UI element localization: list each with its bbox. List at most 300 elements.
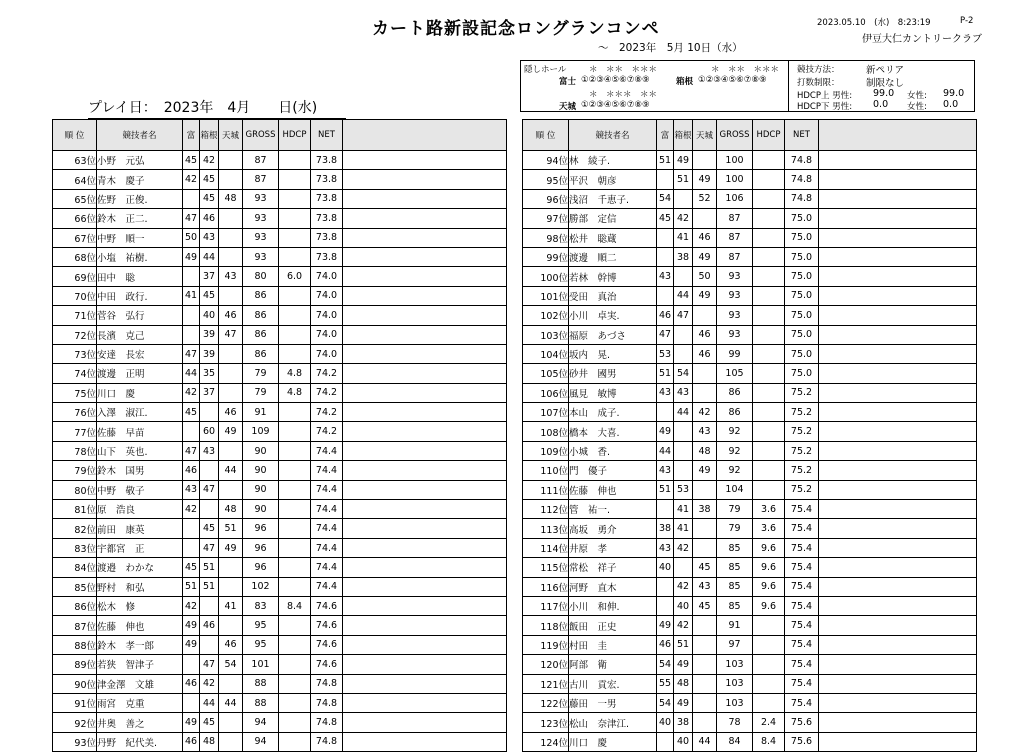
blank-cell <box>343 189 507 208</box>
player-name-cell: 松木 修 <box>97 596 183 615</box>
hakone-score-cell: 47 <box>200 655 219 674</box>
hdcp-cell: 2.4 <box>753 713 785 732</box>
amagi-score-cell: 49 <box>219 422 243 441</box>
hakone-score-cell <box>674 325 693 344</box>
blank-cell <box>819 325 977 344</box>
player-name-cell: 中田 政行. <box>97 286 183 305</box>
hdcp-cell <box>279 247 311 266</box>
net-cell: 74.8 <box>785 170 819 189</box>
player-name-cell: 門 優子 <box>569 461 657 480</box>
hdcp-cell <box>279 480 311 499</box>
fuji-label: 富士 <box>559 77 577 87</box>
amagi-score-cell: 49 <box>693 461 717 480</box>
rank-cell: 71位 <box>53 306 97 325</box>
hdcp-lower-female: 0.0 <box>943 99 959 110</box>
net-cell: 75.4 <box>785 538 819 557</box>
net-cell: 74.6 <box>311 655 343 674</box>
col-hdcp: HDCP <box>279 120 311 151</box>
hakone-score-cell <box>674 344 693 363</box>
gross-cell: 92 <box>717 441 753 460</box>
gross-cell: 90 <box>243 461 279 480</box>
amagi-score-cell: 43 <box>693 577 717 596</box>
gross-cell: 90 <box>243 480 279 499</box>
blank-cell <box>343 228 507 247</box>
player-name-cell: 佐藤 早苗 <box>97 422 183 441</box>
blank-cell <box>343 616 507 635</box>
table-row <box>53 732 507 751</box>
fuji-score-cell: 53 <box>657 344 674 363</box>
amagi-score-cell: 38 <box>693 500 717 519</box>
table-row <box>523 364 977 383</box>
col-net: NET <box>785 120 819 151</box>
rank-cell: 109位 <box>523 441 569 460</box>
table-row <box>523 538 977 557</box>
col-rank: 順 位 <box>53 120 97 151</box>
amagi-score-cell <box>219 383 243 402</box>
player-name-cell: 雨宮 克重 <box>97 693 183 712</box>
player-name-cell: 坂内 晃. <box>569 344 657 363</box>
player-name-cell: 河野 直木 <box>569 577 657 596</box>
fuji-score-cell: 46 <box>183 674 200 693</box>
fuji-score-cell <box>657 247 674 266</box>
net-cell: 75.2 <box>785 383 819 402</box>
fuji-score-cell: 54 <box>657 655 674 674</box>
blank-cell <box>819 228 977 247</box>
amagi-score-cell <box>219 441 243 460</box>
table-row <box>523 151 977 170</box>
net-cell: 74.0 <box>311 325 343 344</box>
net-cell: 73.8 <box>311 247 343 266</box>
player-name-cell: 林 綾子. <box>569 151 657 170</box>
rank-cell: 77位 <box>53 422 97 441</box>
rank-cell: 66位 <box>53 209 97 228</box>
col-hdcp: HDCP <box>753 120 785 151</box>
gross-cell: 86 <box>243 306 279 325</box>
player-name-cell: 青木 慶子 <box>97 170 183 189</box>
player-name-cell: 福原 あづさ <box>569 325 657 344</box>
net-cell: 74.8 <box>785 151 819 170</box>
hakone-score-cell: 51 <box>200 577 219 596</box>
gross-cell: 103 <box>717 693 753 712</box>
hakone-score-cell: 48 <box>674 674 693 693</box>
table-row <box>523 422 977 441</box>
hdcp-cell <box>279 325 311 344</box>
hdcp-cell <box>279 228 311 247</box>
amagi-score-cell <box>219 247 243 266</box>
fuji-score-cell <box>657 228 674 247</box>
net-cell: 74.0 <box>311 306 343 325</box>
amagi-score-cell: 52 <box>693 189 717 208</box>
table-row <box>523 344 977 363</box>
amagi-score-cell: 43 <box>693 422 717 441</box>
blank-cell <box>343 209 507 228</box>
rank-cell: 113位 <box>523 519 569 538</box>
table-row <box>523 383 977 402</box>
net-cell: 74.2 <box>311 403 343 422</box>
gross-cell: 93 <box>717 306 753 325</box>
rank-cell: 96位 <box>523 189 569 208</box>
net-cell: 74.8 <box>311 713 343 732</box>
table-row <box>53 577 507 596</box>
player-name-cell: 山下 英也. <box>97 441 183 460</box>
col-fuji: 富 <box>657 120 674 151</box>
amagi-score-cell: 49 <box>693 170 717 189</box>
net-cell: 73.8 <box>311 170 343 189</box>
table-row <box>53 422 507 441</box>
blank-cell <box>343 732 507 751</box>
player-name-cell: 古川 貢宏. <box>569 674 657 693</box>
fuji-score-cell: 49 <box>657 616 674 635</box>
rank-cell: 72位 <box>53 325 97 344</box>
net-cell: 74.0 <box>311 286 343 305</box>
amagi-score-cell: 48 <box>219 500 243 519</box>
table-row <box>53 461 507 480</box>
amagi-score-cell: 47 <box>219 325 243 344</box>
net-cell: 75.2 <box>785 461 819 480</box>
rank-cell: 103位 <box>523 325 569 344</box>
hakone-score-cell <box>200 500 219 519</box>
rank-cell: 67位 <box>53 228 97 247</box>
rank-cell: 85位 <box>53 577 97 596</box>
fuji-stars: ＊ ＊＊ ＊＊＊ <box>589 65 658 75</box>
fuji-score-cell <box>657 500 674 519</box>
hakone-score-cell: 46 <box>200 616 219 635</box>
table-row <box>523 286 977 305</box>
hdcp-cell <box>753 480 785 499</box>
hdcp-cell <box>753 674 785 693</box>
blank-cell <box>819 480 977 499</box>
hdcp-cell <box>279 461 311 480</box>
fuji-score-cell: 49 <box>183 616 200 635</box>
net-cell: 75.0 <box>785 247 819 266</box>
amagi-score-cell: 43 <box>219 267 243 286</box>
col-net: NET <box>311 120 343 151</box>
amagi-score-cell <box>219 674 243 693</box>
player-name-cell: 川口 慶 <box>569 732 657 751</box>
hakone-score-cell: 42 <box>200 674 219 693</box>
net-cell: 74.6 <box>311 596 343 615</box>
gross-cell: 100 <box>717 151 753 170</box>
hdcp-cell <box>279 286 311 305</box>
hakone-score-cell: 49 <box>674 151 693 170</box>
col-amagi: 天城 <box>693 120 717 151</box>
amagi-score-cell: 46 <box>219 306 243 325</box>
blank-cell <box>819 306 977 325</box>
player-name-cell: 原 浩良 <box>97 500 183 519</box>
col-blank <box>819 120 977 151</box>
gross-cell: 79 <box>717 500 753 519</box>
fuji-score-cell <box>183 189 200 208</box>
hdcp-cell: 8.4 <box>279 596 311 615</box>
table-row <box>523 228 977 247</box>
blank-cell <box>819 461 977 480</box>
hakone-score-cell <box>200 635 219 654</box>
hakone-score-cell: 48 <box>200 732 219 751</box>
fuji-score-cell <box>183 306 200 325</box>
hakone-score-cell: 42 <box>674 209 693 228</box>
player-name-cell: 阿部 衛 <box>569 655 657 674</box>
table-row <box>523 519 977 538</box>
hakone-score-cell <box>674 441 693 460</box>
rank-cell: 107位 <box>523 403 569 422</box>
fuji-score-cell <box>183 538 200 557</box>
rank-cell: 91位 <box>53 693 97 712</box>
blank-cell <box>343 538 507 557</box>
player-name-cell: 佐野 正俊. <box>97 189 183 208</box>
table-row <box>53 209 507 228</box>
rank-cell: 82位 <box>53 519 97 538</box>
net-cell: 73.8 <box>311 151 343 170</box>
player-name-cell: 中野 順一 <box>97 228 183 247</box>
rank-cell: 115位 <box>523 558 569 577</box>
net-cell: 75.0 <box>785 364 819 383</box>
blank-cell <box>819 267 977 286</box>
blank-cell <box>819 635 977 654</box>
blank-cell <box>343 286 507 305</box>
net-cell: 74.4 <box>311 577 343 596</box>
fuji-score-cell: 42 <box>183 383 200 402</box>
net-cell: 74.8 <box>785 189 819 208</box>
hakone-score-cell <box>674 422 693 441</box>
net-cell: 75.0 <box>785 209 819 228</box>
gross-cell: 93 <box>243 189 279 208</box>
blank-cell <box>819 364 977 383</box>
hakone-score-cell: 42 <box>200 151 219 170</box>
blank-cell <box>819 209 977 228</box>
rank-cell: 110位 <box>523 461 569 480</box>
hakone-score-cell: 37 <box>200 267 219 286</box>
fuji-score-cell: 50 <box>183 228 200 247</box>
gross-cell: 93 <box>717 267 753 286</box>
hdcp-cell: 8.4 <box>753 732 785 751</box>
amagi-score-cell <box>219 151 243 170</box>
net-cell: 75.4 <box>785 596 819 615</box>
gross-cell: 87 <box>243 151 279 170</box>
blank-cell <box>343 422 507 441</box>
net-cell: 74.4 <box>311 500 343 519</box>
blank-cell <box>819 732 977 751</box>
player-name-cell: 鈴木 国男 <box>97 461 183 480</box>
fuji-score-cell: 47 <box>183 441 200 460</box>
hdcp-cell: 3.6 <box>753 500 785 519</box>
table-row <box>53 151 507 170</box>
net-cell: 74.2 <box>311 422 343 441</box>
hdcp-cell <box>279 306 311 325</box>
blank-cell <box>343 364 507 383</box>
net-cell: 75.4 <box>785 577 819 596</box>
rank-cell: 92位 <box>53 713 97 732</box>
hakone-label: 箱根 <box>676 77 694 87</box>
gross-cell: 104 <box>717 480 753 499</box>
gross-cell: 93 <box>243 247 279 266</box>
fuji-score-cell: 41 <box>183 286 200 305</box>
hakone-score-cell: 43 <box>200 441 219 460</box>
hdcp-cell <box>753 189 785 208</box>
table-row <box>53 267 507 286</box>
gross-cell: 99 <box>717 344 753 363</box>
fuji-score-cell: 44 <box>183 364 200 383</box>
amagi-score-cell: 41 <box>219 596 243 615</box>
net-cell: 74.4 <box>311 461 343 480</box>
gross-cell: 96 <box>243 538 279 557</box>
gross-cell: 93 <box>717 325 753 344</box>
hdcp-cell <box>753 247 785 266</box>
net-cell: 74.4 <box>311 558 343 577</box>
hakone-score-cell: 42 <box>674 577 693 596</box>
hakone-score-cell: 51 <box>674 170 693 189</box>
hakone-score-cell: 40 <box>674 596 693 615</box>
hakone-score-cell: 49 <box>674 693 693 712</box>
rank-cell: 79位 <box>53 461 97 480</box>
fuji-score-cell: 46 <box>657 635 674 654</box>
blank-cell <box>819 189 977 208</box>
rank-cell: 99位 <box>523 247 569 266</box>
gross-cell: 87 <box>243 170 279 189</box>
hakone-score-cell: 38 <box>674 247 693 266</box>
hdcp-cell <box>279 519 311 538</box>
net-cell: 75.4 <box>785 616 819 635</box>
blank-cell <box>343 403 507 422</box>
hdcp-cell <box>279 441 311 460</box>
fuji-score-cell: 49 <box>183 635 200 654</box>
hdcp-cell: 9.6 <box>753 577 785 596</box>
amagi-score-cell <box>693 674 717 693</box>
fuji-score-cell: 49 <box>657 422 674 441</box>
blank-cell <box>819 674 977 693</box>
fuji-score-cell: 43 <box>657 267 674 286</box>
gross-cell: 100 <box>717 170 753 189</box>
player-name-cell: 宇都宮 正 <box>97 538 183 557</box>
rank-cell: 69位 <box>53 267 97 286</box>
gross-cell: 90 <box>243 500 279 519</box>
blank-cell <box>343 558 507 577</box>
net-cell: 75.2 <box>785 480 819 499</box>
fuji-holes: ①②③④⑤⑥⑦⑧⑨ <box>581 75 650 85</box>
rank-cell: 81位 <box>53 500 97 519</box>
rank-cell: 118位 <box>523 616 569 635</box>
player-name-cell: 松山 奈津江. <box>569 713 657 732</box>
table-row <box>523 267 977 286</box>
net-cell: 75.0 <box>785 267 819 286</box>
table-row <box>53 403 507 422</box>
table-row <box>523 209 977 228</box>
player-name-cell: 松井 聡蔵 <box>569 228 657 247</box>
table-row <box>523 558 977 577</box>
hdcp-cell <box>753 616 785 635</box>
fuji-score-cell: 46 <box>183 732 200 751</box>
player-name-cell: 小城 香. <box>569 441 657 460</box>
net-cell: 74.4 <box>311 538 343 557</box>
gross-cell: 86 <box>243 286 279 305</box>
gross-cell: 105 <box>717 364 753 383</box>
blank-cell <box>819 596 977 615</box>
amagi-score-cell <box>219 480 243 499</box>
amagi-score-cell <box>219 344 243 363</box>
amagi-score-cell: 45 <box>693 558 717 577</box>
net-cell: 74.4 <box>311 480 343 499</box>
hakone-score-cell: 49 <box>674 655 693 674</box>
hdcp-cell <box>753 461 785 480</box>
club-name: 伊豆大仁カントリークラブ <box>862 34 982 45</box>
net-cell: 73.8 <box>311 189 343 208</box>
amagi-score-cell <box>693 306 717 325</box>
hdcp-cell <box>753 635 785 654</box>
table-row <box>523 189 977 208</box>
hakone-score-cell: 44 <box>674 403 693 422</box>
hakone-score-cell: 44 <box>200 693 219 712</box>
player-name-cell: 受田 真治 <box>569 286 657 305</box>
fuji-score-cell <box>183 693 200 712</box>
rank-cell: 64位 <box>53 170 97 189</box>
rank-cell: 68位 <box>53 247 97 266</box>
table-row <box>53 674 507 693</box>
table-row <box>523 170 977 189</box>
hakone-score-cell: 40 <box>674 732 693 751</box>
hdcp-cell <box>753 306 785 325</box>
rank-cell: 70位 <box>53 286 97 305</box>
rank-cell: 106位 <box>523 383 569 402</box>
hdcp-cell <box>279 422 311 441</box>
hdcp-cell <box>279 616 311 635</box>
blank-cell <box>343 577 507 596</box>
rank-cell: 65位 <box>53 189 97 208</box>
gross-cell: 93 <box>717 286 753 305</box>
gross-cell: 86 <box>717 383 753 402</box>
hakone-score-cell: 37 <box>200 383 219 402</box>
player-name-cell: 村田 圭 <box>569 635 657 654</box>
hdcp-cell <box>753 383 785 402</box>
fuji-score-cell: 42 <box>183 500 200 519</box>
amagi-score-cell: 49 <box>693 286 717 305</box>
net-cell: 74.0 <box>311 267 343 286</box>
gross-cell: 87 <box>717 247 753 266</box>
table-row <box>53 635 507 654</box>
method-label: 競技方法： <box>797 65 840 75</box>
col-player-name: 競技者名 <box>569 120 657 151</box>
fuji-score-cell: 46 <box>657 306 674 325</box>
gross-cell: 86 <box>243 325 279 344</box>
gross-cell: 80 <box>243 267 279 286</box>
table-row <box>523 325 977 344</box>
hakone-score-cell: 45 <box>200 286 219 305</box>
blank-cell <box>343 151 507 170</box>
net-cell: 75.4 <box>785 635 819 654</box>
hakone-score-cell: 35 <box>200 364 219 383</box>
hakone-score-cell: 41 <box>674 500 693 519</box>
rank-cell: 101位 <box>523 286 569 305</box>
hdcp-upper-female-label: 女性: <box>907 91 927 101</box>
hakone-score-cell: 45 <box>200 170 219 189</box>
net-cell: 73.8 <box>311 228 343 247</box>
hdcp-cell: 4.8 <box>279 364 311 383</box>
amagi-score-cell: 45 <box>693 596 717 615</box>
amagi-score-cell: 44 <box>693 732 717 751</box>
rank-cell: 105位 <box>523 364 569 383</box>
rank-cell: 74位 <box>53 364 97 383</box>
rank-cell: 63位 <box>53 151 97 170</box>
player-name-cell: 渡邊 正明 <box>97 364 183 383</box>
blank-cell <box>819 151 977 170</box>
tenjo-stars: ＊ ＊＊＊ ＊＊ <box>589 90 658 100</box>
blank-cell <box>343 306 507 325</box>
tenjo-holes: ①②③④⑤⑥⑦⑧⑨ <box>581 100 650 110</box>
col-gross: GROSS <box>243 120 279 151</box>
player-name-cell: 小川 和伸. <box>569 596 657 615</box>
rank-cell: 112位 <box>523 500 569 519</box>
player-name-cell: 管 祐一. <box>569 500 657 519</box>
net-cell: 75.0 <box>785 228 819 247</box>
hakone-score-cell: 54 <box>674 364 693 383</box>
